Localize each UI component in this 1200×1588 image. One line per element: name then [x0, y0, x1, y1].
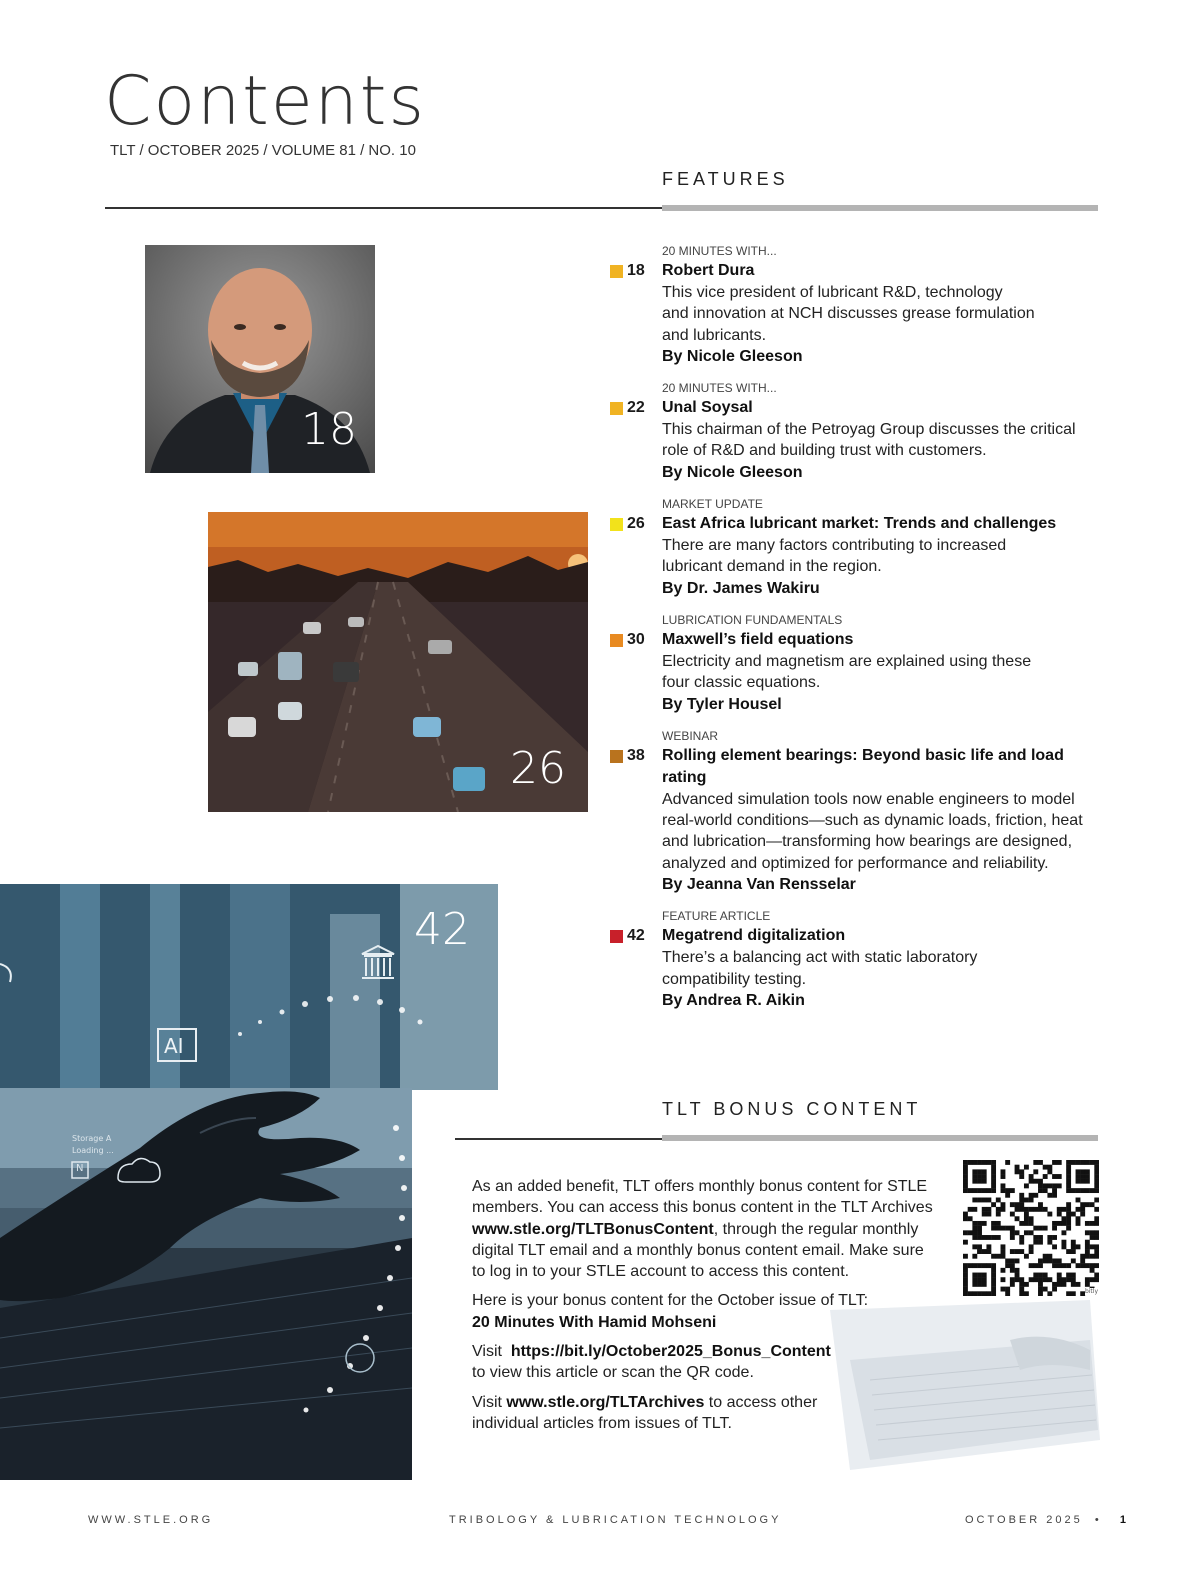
feature-description-line: and lubrication—transforming how bearings are designed,: [662, 833, 1073, 851]
feature-title[interactable]: Maxwell’s field equations: [662, 630, 854, 648]
feature-description-line: and innovation at NCH discusses grease formulation: [662, 305, 1035, 323]
feature-description-line: real-world conditions—such as dynamic loads, friction, heat: [662, 812, 1083, 830]
feature-description-line: lubricant demand in the region.: [662, 558, 882, 576]
bonus-intro-line4: digital TLT email and a monthly bonus content email. Make sure: [472, 1241, 924, 1259]
feature-item[interactable]: [610, 495, 1110, 599]
feature-item[interactable]: [610, 727, 1110, 895]
feature-title-row: [627, 629, 1110, 651]
feature-description-line: four classic equations.: [662, 674, 821, 692]
issue-info: TLT / OCTOBER 2025 / VOLUME 81 / NO. 10: [110, 142, 416, 159]
bonus-intro-line3: , through the regular monthly: [713, 1220, 919, 1238]
feature-description-line: and lubricants.: [662, 326, 767, 344]
tech-bottom-illustration: [0, 1088, 412, 1480]
feature-description-line: Electricity and magnetism are explained using these: [662, 652, 1032, 670]
feature-kicker: WEBINAR: [662, 728, 719, 743]
qr-code[interactable]: [963, 1160, 1099, 1296]
bonus-archives-line1: to access other: [704, 1393, 818, 1411]
storage-label: Storage A: [72, 1134, 112, 1143]
bonus-intro-line5: to log in to your STLE account to access this content.: [472, 1263, 850, 1281]
footer-separator: •: [1094, 1514, 1102, 1526]
feature-kicker: 20 MINUTES WITH...: [662, 244, 777, 258]
feature-byline: By Dr. James Wakiru: [662, 579, 820, 597]
feature-byline: By Tyler Housel: [662, 695, 782, 713]
qr-code-image: [963, 1160, 1099, 1296]
bonus-intro-line1: As an added benefit, TLT offers monthly bonus content for STLE: [472, 1178, 928, 1195]
feature-kicker: LUBRICATION FUNDAMENTALS: [662, 612, 843, 627]
feature-item[interactable]: [610, 611, 1110, 715]
page-title: Contents: [104, 62, 426, 141]
bonus-rule-thick: [662, 1135, 1098, 1141]
feature-kicker: 20 MINUTES WITH...: [662, 381, 777, 396]
bonus-paragraph-issue: [472, 1290, 952, 1333]
tlt-archives-link[interactable]: www.stle.org/TLTArchives: [506, 1393, 705, 1411]
feature-title-row: [627, 513, 1110, 535]
n-icon-label: N: [76, 1163, 84, 1174]
feature-description-line: There’s a balancing act with static laboratory: [662, 949, 978, 967]
bonus-archives-line2: individual articles from issues of TLT.: [472, 1414, 732, 1432]
visit-label: Visit: [472, 1343, 502, 1361]
features-rule-thick: [662, 205, 1098, 211]
feature-title-row: [627, 925, 1110, 947]
bonus-text: [472, 1176, 952, 1442]
bonus-visit-line2: to view this article or scan the QR code.: [472, 1364, 754, 1382]
feature-description-line: This chairman of the Petroyag Group discusses the critical: [662, 421, 1076, 439]
footer-date: [965, 1514, 1129, 1526]
feature-description-line: analyzed and optimized for performance and reliability.: [662, 854, 1049, 872]
feature-page-number[interactable]: 22: [627, 399, 645, 417]
robert-dura-photo: [145, 245, 375, 473]
feature-byline: By Andrea R. Aikin: [662, 991, 805, 1009]
feature-item[interactable]: [610, 379, 1110, 483]
feature-title[interactable]: Megatrend digitalization: [662, 927, 846, 945]
visit-label-2: Visit: [472, 1393, 502, 1411]
tlt-bonus-content-link[interactable]: www.stle.org/TLTBonusContent: [472, 1220, 714, 1238]
bonus-rule-thin: [455, 1138, 665, 1140]
feature-item[interactable]: [610, 907, 1110, 1011]
loading-label: Loading ...: [72, 1146, 114, 1155]
footer-page-number: 1: [1119, 1514, 1130, 1526]
feature-description-line: Advanced simulation tools now enable engineers to model: [662, 790, 1075, 808]
bonus-paragraph-intro: [472, 1176, 952, 1282]
feature-byline: By Nicole Gleeson: [662, 463, 803, 481]
feature-title-row: [627, 397, 1110, 419]
section-color-marker: [610, 518, 623, 531]
feature-page-number[interactable]: 30: [627, 630, 645, 648]
features-heading: FEATURES: [662, 169, 789, 189]
feature-page-number[interactable]: 18: [627, 262, 645, 279]
section-color-marker: [610, 402, 623, 415]
bitly-logo: bitly: [1084, 1288, 1098, 1295]
features-rule-thin: [105, 207, 665, 209]
feature-title[interactable]: Robert Dura: [662, 262, 755, 279]
section-color-marker: [610, 265, 623, 278]
feature-title-row: [627, 260, 1110, 282]
feature-title[interactable]: Rolling element bearings: Beyond basic life and load rating: [662, 746, 1064, 786]
bitly-bonus-link[interactable]: https://bit.ly/October2025_Bonus_Content: [510, 1343, 831, 1361]
bonus-issue-line: Here is your bonus content for the October issue of TLT:: [472, 1292, 869, 1310]
highway-photo: [208, 512, 588, 812]
page-number-42: 42: [414, 904, 470, 955]
feature-title[interactable]: Unal Soysal: [662, 399, 753, 417]
footer-publication: TRIBOLOGY & LUBRICATION TECHNOLOGY: [449, 1514, 782, 1526]
feature-description-line: compatibility testing.: [662, 970, 807, 988]
page-number-26: 26: [510, 743, 566, 794]
digital-tech-photo-top: [0, 884, 498, 1090]
page-number-18: 18: [301, 404, 357, 455]
feature-description-line: This vice president of lubricant R&D, technology: [662, 284, 1003, 301]
bonus-paragraph-visit: [472, 1341, 952, 1384]
footer-website: WWW.STLE.ORG: [88, 1514, 214, 1526]
footer-date-text: OCTOBER 2025: [965, 1514, 1083, 1526]
feature-description-line: There are many factors contributing to increased: [662, 537, 1007, 555]
digital-tech-photo-bottom: [0, 1088, 412, 1480]
section-color-marker: [610, 930, 623, 943]
section-color-marker: [610, 634, 623, 647]
feature-page-number[interactable]: 38: [627, 746, 645, 764]
feature-description-line: role of R&D and building trust with customers.: [662, 442, 987, 460]
section-color-marker: [610, 750, 623, 763]
features-list: [610, 242, 1110, 1023]
feature-title-row: [627, 745, 1110, 789]
bonus-heading: TLT BONUS CONTENT: [662, 1099, 922, 1119]
feature-item[interactable]: [610, 242, 1110, 367]
feature-title[interactable]: East Africa lubricant market: Trends and challenges: [662, 515, 1057, 533]
feature-byline: By Nicole Gleeson: [662, 347, 803, 365]
ai-icon-label: AI: [164, 1034, 184, 1058]
feature-kicker: MARKET UPDATE: [662, 497, 763, 512]
bonus-intro-line2: members. You can access this bonus content in the TLT Archives: [472, 1199, 933, 1217]
bonus-paragraph-archives: [472, 1392, 952, 1435]
feature-page-number[interactable]: 42: [627, 927, 645, 945]
feature-kicker: FEATURE ARTICLE: [662, 909, 771, 924]
bonus-article-title: 20 Minutes With Hamid Mohseni: [472, 1313, 717, 1331]
feature-byline: By Jeanna Van Rensselar: [662, 876, 856, 894]
feature-page-number[interactable]: 26: [627, 515, 645, 533]
